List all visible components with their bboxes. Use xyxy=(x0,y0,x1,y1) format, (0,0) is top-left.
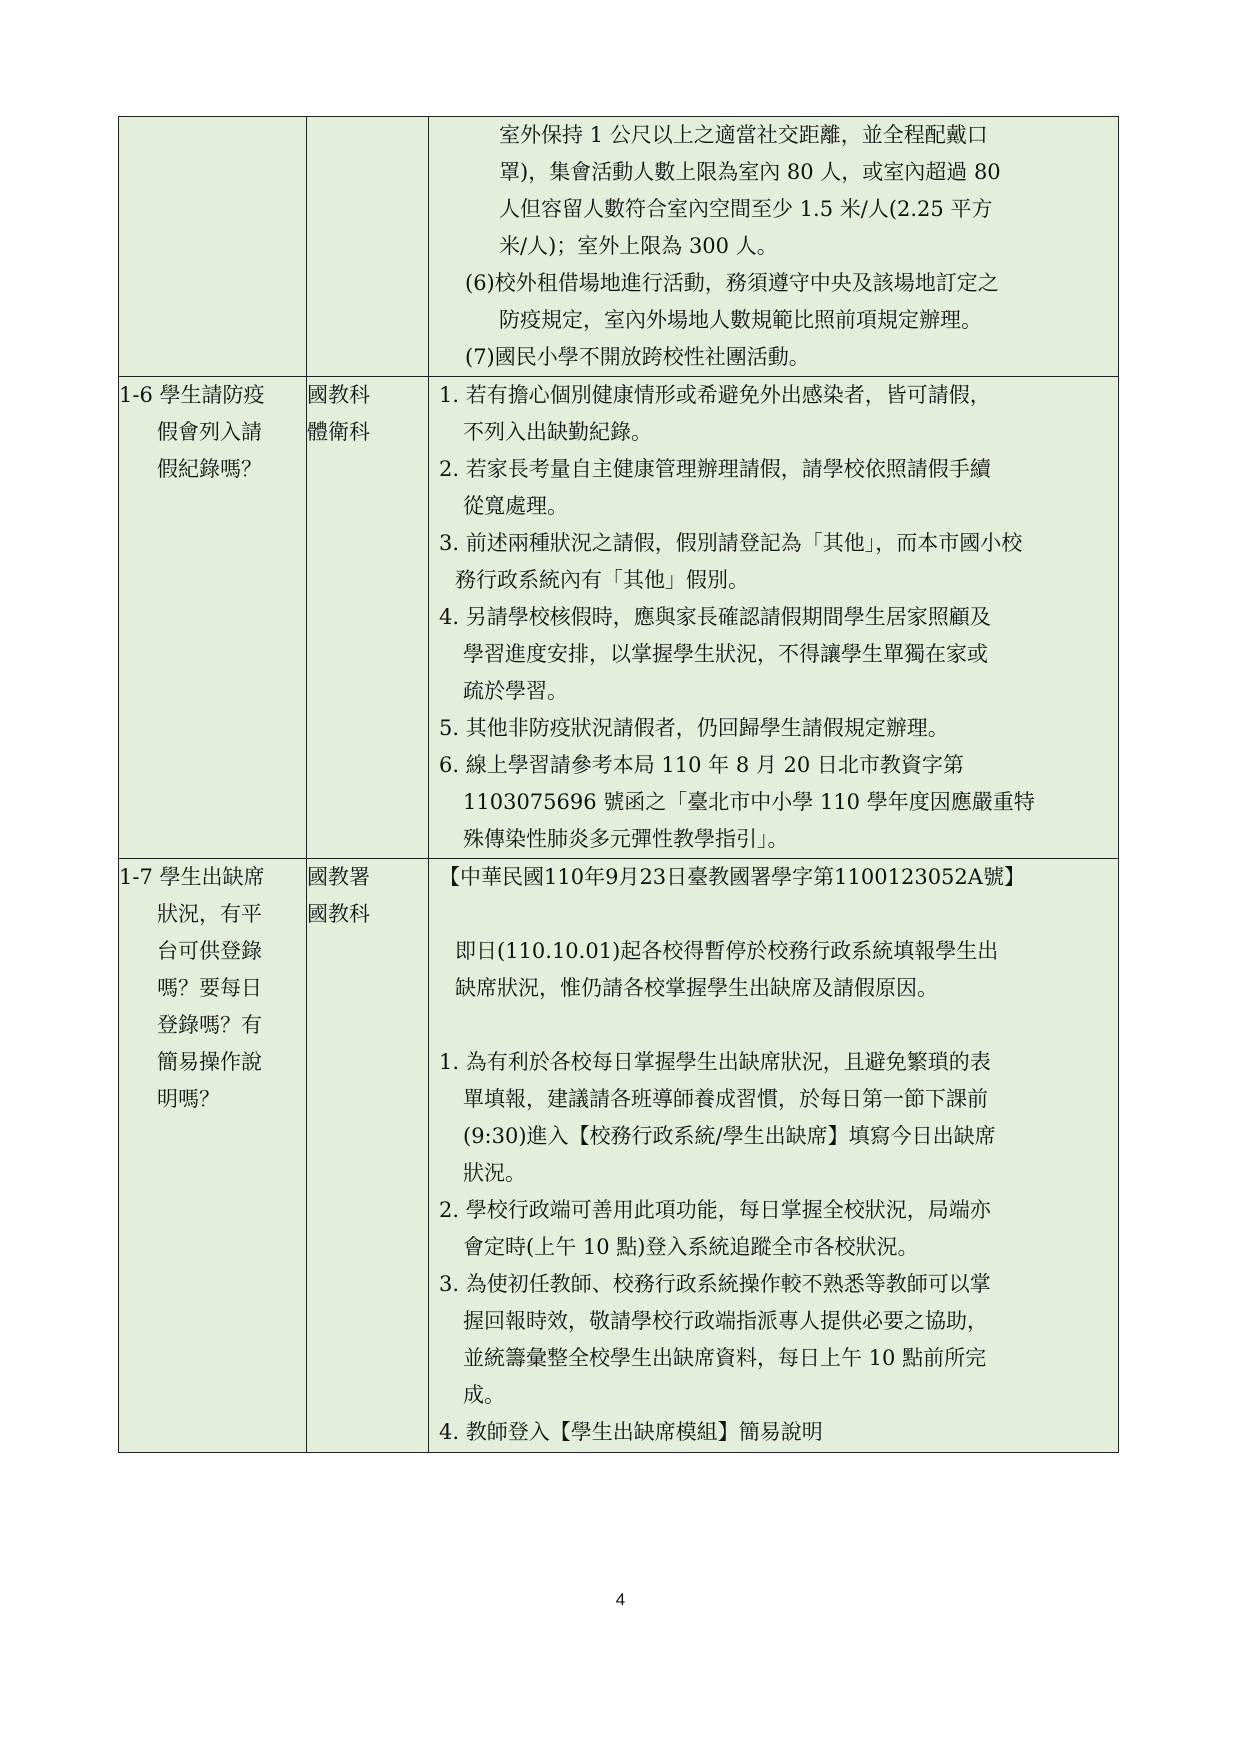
content-cell xyxy=(429,117,1119,377)
unit-label: 國教科 xyxy=(307,383,370,407)
question-line: 1-6 學生請防疫 xyxy=(119,383,265,407)
content-line: 會定時(上午 10 點)登入系統追蹤全市各校狀況。 xyxy=(463,1235,919,1259)
content-line: 1103075696 號函之「臺北市中小學 110 學年度因應嚴重特 xyxy=(463,790,1035,814)
content-line: (6)校外租借場地進行活動，務須遵守中央及該場地訂定之 xyxy=(465,271,999,295)
faq-table xyxy=(118,116,1119,1453)
content-cell xyxy=(429,377,1119,859)
content-line: 成。 xyxy=(463,1383,505,1407)
content-line: 人但容留人數符合室內空間至少 1.5 米/人(2.25 平方 xyxy=(499,197,993,221)
question-line: 狀況，有平 xyxy=(157,902,262,926)
page-number: 4 xyxy=(615,1590,626,1609)
content-line: 2. 學校行政端可善用此項功能，每日掌握全校狀況，局端亦 xyxy=(439,1198,991,1222)
question-line: 假會列入請 xyxy=(157,420,262,444)
content-line: 殊傳染性肺炎多元彈性教學指引」。 xyxy=(463,827,789,851)
content-line: 6. 線上學習請參考本局 110 年 8 月 20 日北市教資字第 xyxy=(439,753,964,777)
spacer xyxy=(429,1007,1118,1044)
content-cell xyxy=(429,859,1119,1453)
unit-cell xyxy=(307,377,429,859)
unit-label: 國教科 xyxy=(307,902,370,926)
question-line: 嗎？要每日 xyxy=(157,976,262,1000)
content-line: 1. 若有擔心個別健康情形或希避免外出感染者，皆可請假， xyxy=(439,383,991,407)
content-line: (7)國民小學不開放跨校性社團活動。 xyxy=(465,345,810,369)
content-line: 防疫規定，室內外場地人數規範比照前項規定辦理。 xyxy=(499,308,982,332)
content-line: 1. 為有利於各校每日掌握學生出缺席狀況，且避免繁瑣的表 xyxy=(439,1050,991,1074)
question-line: 台可供登錄 xyxy=(157,939,262,963)
table-row-continuation xyxy=(119,117,1119,377)
content-line: 學習進度安排，以掌握學生狀況，不得讓學生單獨在家或 xyxy=(463,642,988,666)
document-reference: 【中華民國110年9月23日臺教國署學字第1100123052A號】 xyxy=(439,865,1025,889)
question-line: 1-7 學生出缺席 xyxy=(119,865,265,889)
unit-cell xyxy=(307,859,429,1453)
question-cell xyxy=(119,377,307,859)
question-line: 明嗎？ xyxy=(157,1087,220,1111)
intro-line: 缺席狀況，惟仍請各校掌握學生出缺席及請假原因。 xyxy=(455,976,938,1000)
question-line: 登錄嗎？有 xyxy=(157,1013,262,1037)
content-line: 室外保持 1 公尺以上之適當社交距離，並全程配戴口 xyxy=(499,123,988,147)
question-cell xyxy=(119,859,307,1453)
unit-cell xyxy=(307,117,429,377)
content-line: 單填報，建議請各班導師養成習慣，於每日第一節下課前 xyxy=(463,1087,988,1111)
spacer xyxy=(429,896,1118,933)
content-line: 不列入出缺勤紀錄。 xyxy=(463,420,652,444)
content-line: 並統籌彙整全校學生出缺席資料，每日上午 10 點前所完 xyxy=(463,1346,987,1370)
unit-label: 體衛科 xyxy=(307,420,370,444)
question-line: 簡易操作說 xyxy=(157,1050,262,1074)
content-line: 狀況。 xyxy=(463,1161,526,1185)
question-cell xyxy=(119,117,307,377)
content-line: 從寬處理。 xyxy=(463,494,568,518)
content-line: 米/人)；室外上限為 300 人。 xyxy=(499,234,778,258)
content-line: 5. 其他非防疫狀況請假者，仍回歸學生請假規定辦理。 xyxy=(439,716,949,740)
content-line: 2. 若家長考量自主健康管理辦理請假，請學校依照請假手續 xyxy=(439,457,991,481)
content-line: 4. 另請學校核假時，應與家長確認請假期間學生居家照顧及 xyxy=(439,605,991,629)
question-line: 假紀錄嗎？ xyxy=(157,457,262,481)
content-line: 握回報時效，敬請學校行政端指派專人提供必要之協助， xyxy=(463,1309,988,1333)
table-row-1-7 xyxy=(119,859,1119,1453)
table-row-1-6 xyxy=(119,377,1119,859)
content-line: 3. 為使初任教師、校務行政系統操作較不熟悉等教師可以掌 xyxy=(439,1272,991,1296)
unit-label: 國教署 xyxy=(307,865,370,889)
content-line: 4. 教師登入【學生出缺席模組】簡易說明 xyxy=(439,1420,823,1444)
content-line: 疏於學習。 xyxy=(463,679,568,703)
intro-line: 即日(110.10.01)起各校得暫停於校務行政系統填報學生出 xyxy=(455,939,999,963)
content-line: 3. 前述兩種狀況之請假，假別請登記為「其他」，而本市國小校 xyxy=(439,531,1023,555)
content-line: (9:30)進入【校務行政系統/學生出缺席】填寫今日出缺席 xyxy=(463,1124,996,1148)
content-line: 務行政系統內有「其他」假別。 xyxy=(455,568,749,592)
content-line: 罩)，集會活動人數上限為室內 80 人，或室內超過 80 xyxy=(499,160,1001,184)
